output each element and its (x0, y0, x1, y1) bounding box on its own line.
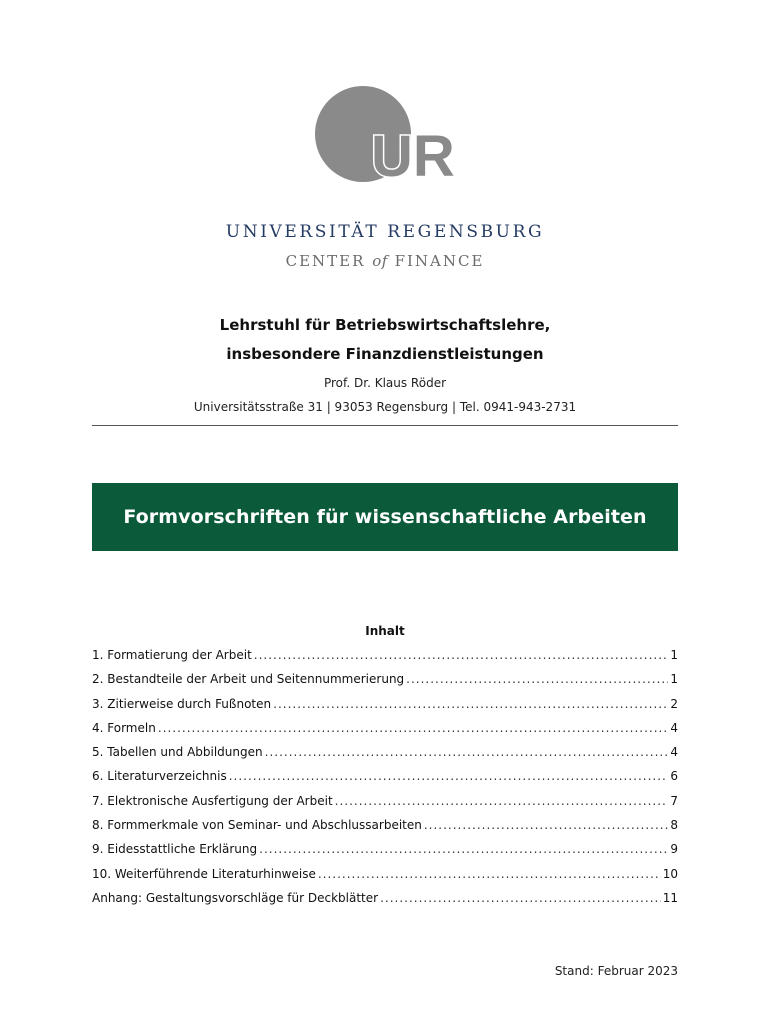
center-name-prefix: CENTER (285, 252, 366, 270)
toc-entry-page: 8 (670, 818, 678, 833)
toc-dot-leader (265, 745, 669, 759)
toc-dot-leader (254, 648, 669, 662)
university-logo (313, 84, 463, 184)
toc-entry-label: Anhang: Gestaltungsvorschläge für Deckblätter (92, 890, 379, 905)
toc-entry[interactable] (92, 891, 678, 915)
toc-entry[interactable] (92, 648, 678, 672)
toc-entry-page: 10 (662, 866, 678, 881)
chair-title-line-1: Lehrstuhl für Betriebswirtschaftslehre, (219, 316, 551, 334)
toc-entry[interactable] (92, 721, 678, 745)
toc-entry-label: 3. Zitierweise durch Fußnoten (92, 696, 272, 711)
toc-dot-leader (380, 891, 661, 905)
document-title: Formvorschriften für wissenschaftliche Arbeiten (123, 506, 647, 528)
toc-entry-label: 4. Formeln (92, 720, 156, 735)
toc-entry-label: 7. Elektronische Ausfertigung der Arbeit (92, 793, 333, 808)
toc-dot-leader (335, 794, 669, 808)
logo-text: UR (371, 124, 455, 184)
toc-dot-leader (158, 721, 669, 735)
toc-dot-leader (259, 842, 668, 856)
title-banner (92, 483, 678, 551)
toc-dot-leader (424, 818, 669, 832)
address-line: Universitätsstraße 31 | 93053 Regensburg | Tel. 0941-943-2731 (193, 400, 577, 414)
toc-entry[interactable] (92, 842, 678, 866)
document-date: Stand: Februar 2023 (554, 964, 678, 978)
toc-entry[interactable] (92, 672, 678, 696)
toc-entry[interactable] (92, 794, 678, 818)
toc-dot-leader (229, 769, 669, 783)
toc-entry-label: 1. Formatierung der Arbeit (92, 648, 252, 662)
toc-entry[interactable] (92, 769, 678, 793)
toc-entry-label: 9. Eidesstattliche Erklärung (92, 842, 258, 857)
toc-entry-page: 1 (670, 672, 678, 687)
toc-dot-leader (318, 867, 661, 881)
toc-entry-label: 10. Weiterführende Literaturhinweise (92, 866, 316, 881)
toc-dot-leader (273, 697, 668, 711)
toc-entry-page: 9 (670, 842, 678, 857)
chair-title-line-2: insbesondere Finanzdienstleistungen (226, 345, 544, 363)
toc-heading: Inhalt (365, 624, 405, 638)
toc-entry-page: 2 (670, 696, 678, 711)
toc-entry-label: 5. Tabellen und Abbildungen (92, 745, 263, 760)
toc-entry-page: 7 (670, 793, 678, 808)
center-name-of: of (372, 252, 388, 270)
toc-entry-page: 6 (670, 769, 678, 784)
center-name-suffix: FINANCE (394, 252, 485, 270)
toc-entry-page: 4 (670, 745, 678, 760)
header-divider (92, 425, 678, 426)
toc-entry-page: 11 (662, 890, 678, 905)
toc-entry-page: 1 (670, 648, 678, 662)
toc-dot-leader (406, 672, 668, 686)
toc-entry-label: 6. Literaturverzeichnis (92, 769, 227, 784)
center-name (0, 252, 770, 270)
university-name: UNIVERSITÄT REGENSBURG (225, 222, 545, 242)
toc-entry-label: 2. Bestandteile der Arbeit und Seitennummerierung (92, 672, 405, 687)
table-of-contents (92, 648, 678, 915)
toc-entry-label: 8. Formmerkmale von Seminar- und Abschlussarbeiten (92, 818, 422, 833)
toc-entry[interactable] (92, 818, 678, 842)
toc-entry[interactable] (92, 867, 678, 891)
toc-entry-page: 4 (670, 720, 678, 735)
toc-entry[interactable] (92, 745, 678, 769)
toc-entry[interactable] (92, 697, 678, 721)
professor-name: Prof. Dr. Klaus Röder (323, 376, 447, 390)
